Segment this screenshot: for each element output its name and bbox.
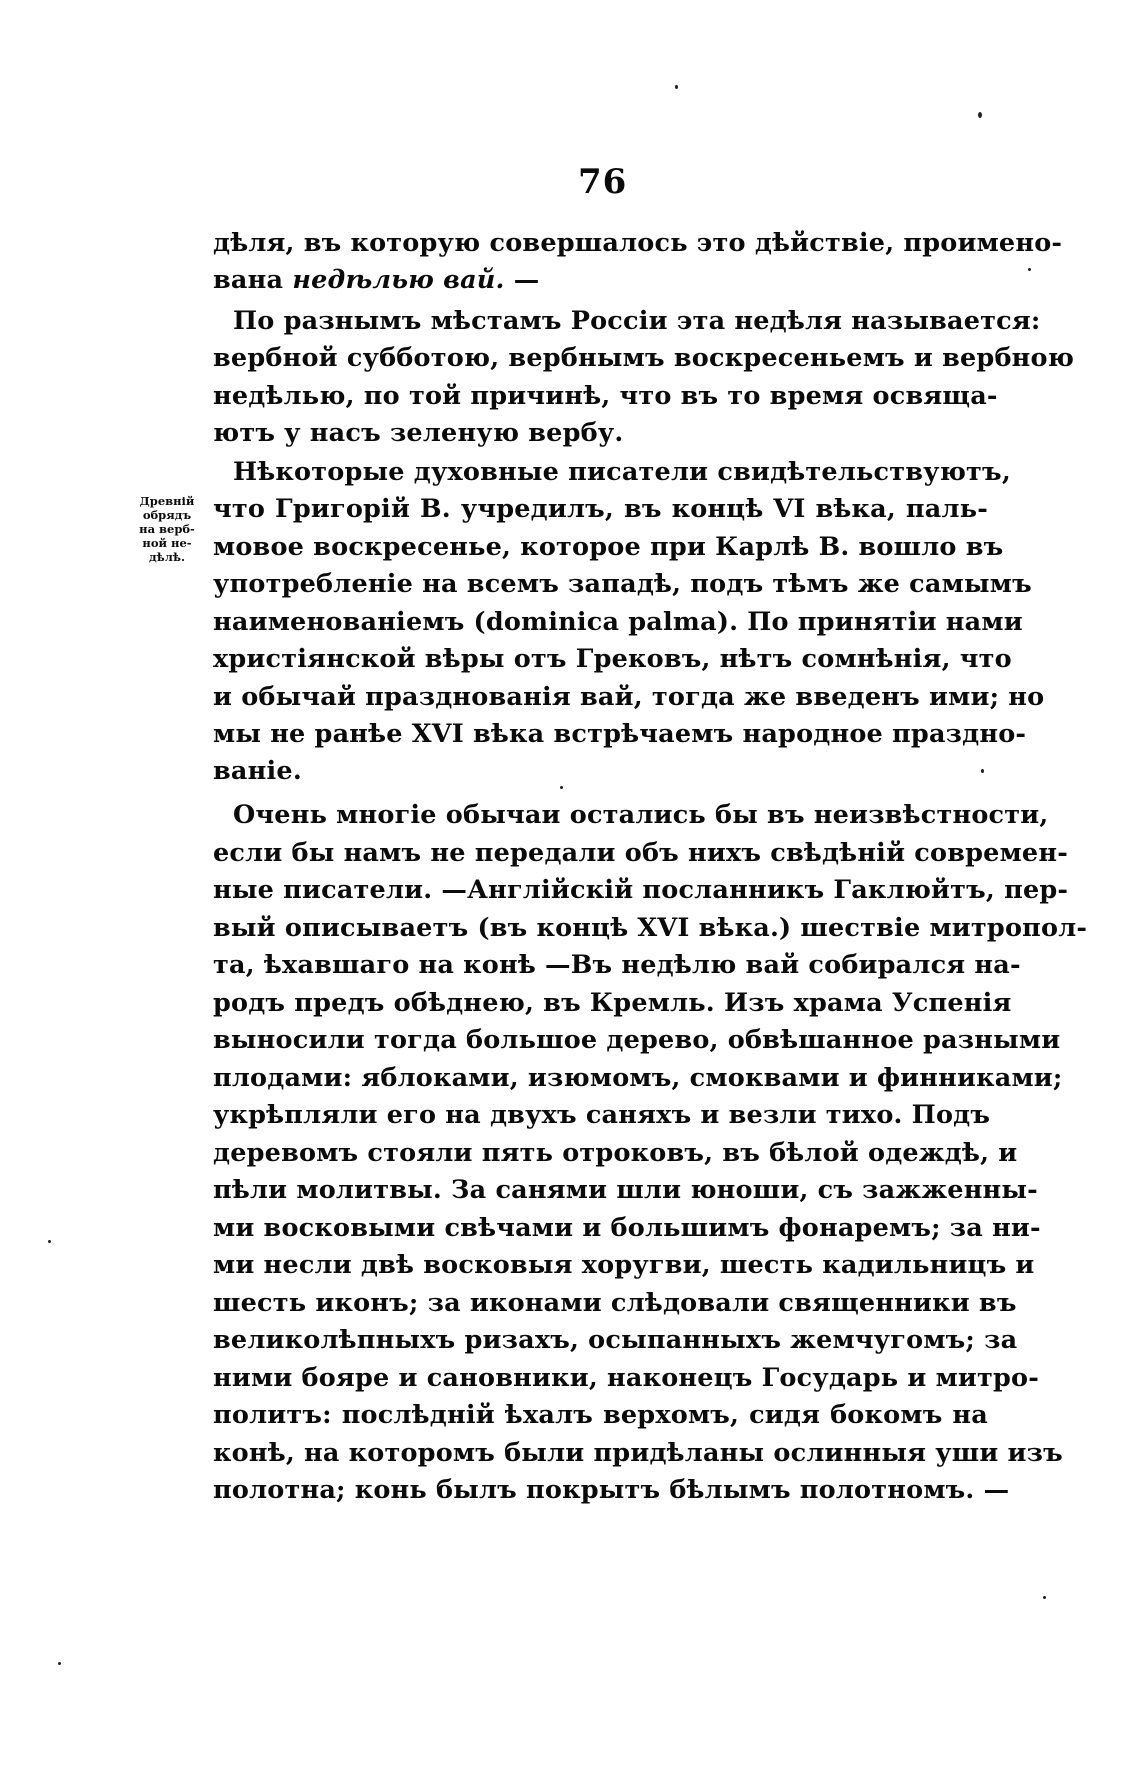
text-line: укрѣпляли его на двухъ саняхъ и везли тихо. Подъ <box>213 1100 991 1130</box>
margin-note <box>126 494 208 564</box>
page-number: 76 <box>578 162 628 202</box>
text-line: великолѣпныхъ ризахъ, осыпанныхъ жемчугомъ; за <box>213 1325 1018 1355</box>
margin-note-line: ной не- <box>142 536 192 550</box>
scan-speck <box>560 786 563 789</box>
scan-speck <box>1043 1596 1046 1599</box>
text-line: полотна; конь былъ покрытъ бѣлымъ полотномъ. — <box>213 1475 1010 1505</box>
text-line: вербной субботою, вербнымъ воскресеньемъ и вербною <box>213 343 1075 373</box>
text-line: ми восковыми свѣчами и большимъ фонаремъ; за ни- <box>213 1213 1041 1243</box>
margin-note-line: обрядъ <box>142 508 192 522</box>
text-line: ваніе. <box>213 756 302 786</box>
scan-speck <box>48 1240 51 1243</box>
text-line: Очень многіе обычаи остались бы въ неизвѣстности, <box>233 800 1049 830</box>
margin-note-line: дѣлѣ. <box>149 550 185 564</box>
text-line: шесть иконъ; за иконами слѣдовали священники въ <box>213 1288 1017 1318</box>
text-line: наименованіемъ (dominica palma). По принятіи нами <box>213 607 1023 637</box>
text-line: если бы намъ не передали объ нихъ свѣдѣній современ- <box>213 838 1068 868</box>
text-line <box>213 262 988 298</box>
text-line: Нѣкоторые духовные писатели свидѣтельствуютъ, <box>233 457 1011 487</box>
text-fragment: вана <box>213 265 293 295</box>
text-line: недѣлью, по той причинѣ, что въ то время освяща- <box>213 381 998 411</box>
text-line: что Григорій В. учредилъ, въ концѣ VI вѣка, паль- <box>213 494 988 524</box>
italic-phrase: недѣлью вай. <box>292 265 505 295</box>
text-line: По разнымъ мѣстамъ Россіи эта недѣля называется: <box>233 306 1041 336</box>
text-line: родъ предъ обѣднею, въ Кремль. Изъ храма Успенія <box>213 988 1012 1018</box>
text-line: политъ: послѣдній ѣхалъ верхомъ, сидя бокомъ на <box>213 1400 988 1430</box>
scan-speck <box>675 85 678 89</box>
text-fragment: — <box>504 265 540 295</box>
text-line: употребленіе на всемъ западѣ, подъ тѣмъ же самымъ <box>213 569 1032 599</box>
scan-speck <box>58 1662 61 1665</box>
text-line: та, ѣхавшаго на конѣ —Въ недѣлю вай собирался на- <box>213 950 1021 980</box>
text-line: ные писатели. —Англійскій посланникъ Гаклюйтъ, пер- <box>213 875 1069 905</box>
text-line: ми несли двѣ восковыя хоругви, шесть кадильницъ и <box>213 1250 1035 1280</box>
text-line: пѣли молитвы. За санями шли юноши, съ зажженны- <box>213 1175 1038 1205</box>
text-line: выносили тогда большое дерево, обвѣшанное разными <box>213 1025 1061 1055</box>
scan-speck <box>981 769 984 773</box>
text-line: деревомъ стояли пять отроковъ, въ бѣлой одеждѣ, и <box>213 1138 1018 1168</box>
text-line: плодами: яблоками, изюмомъ, смоквами и финниками; <box>213 1063 1063 1093</box>
margin-note-line: на верб- <box>139 522 195 536</box>
text-line: мовое воскресенье, которое при Карлѣ В. вошло въ <box>213 532 1004 562</box>
scan-speck <box>978 112 982 118</box>
margin-note-line: Древній <box>139 494 195 508</box>
text-line: и обычай празднованія вай, тогда же введенъ ими; но <box>213 682 1045 712</box>
text-line: вый описываетъ (въ концѣ XVI вѣка.) шествіе митропол- <box>213 913 1088 943</box>
text-line: ютъ у насъ зеленую вербу. <box>213 418 624 448</box>
text-line: христіянской вѣры отъ Грековъ, нѣтъ сомнѣнія, что <box>213 644 1012 674</box>
text-line: дѣля, въ которую совершалось это дѣйствіе, проимено- <box>213 228 1063 258</box>
text-line: ними бояре и сановники, наконецъ Государь и митро- <box>213 1363 1040 1393</box>
text-line: конѣ, на которомъ были придѣланы ослинныя уши изъ <box>213 1438 1063 1468</box>
scan-speck <box>1028 268 1031 271</box>
text-line: мы не ранѣе XVI вѣка встрѣчаемъ народное праздно- <box>213 719 1027 749</box>
